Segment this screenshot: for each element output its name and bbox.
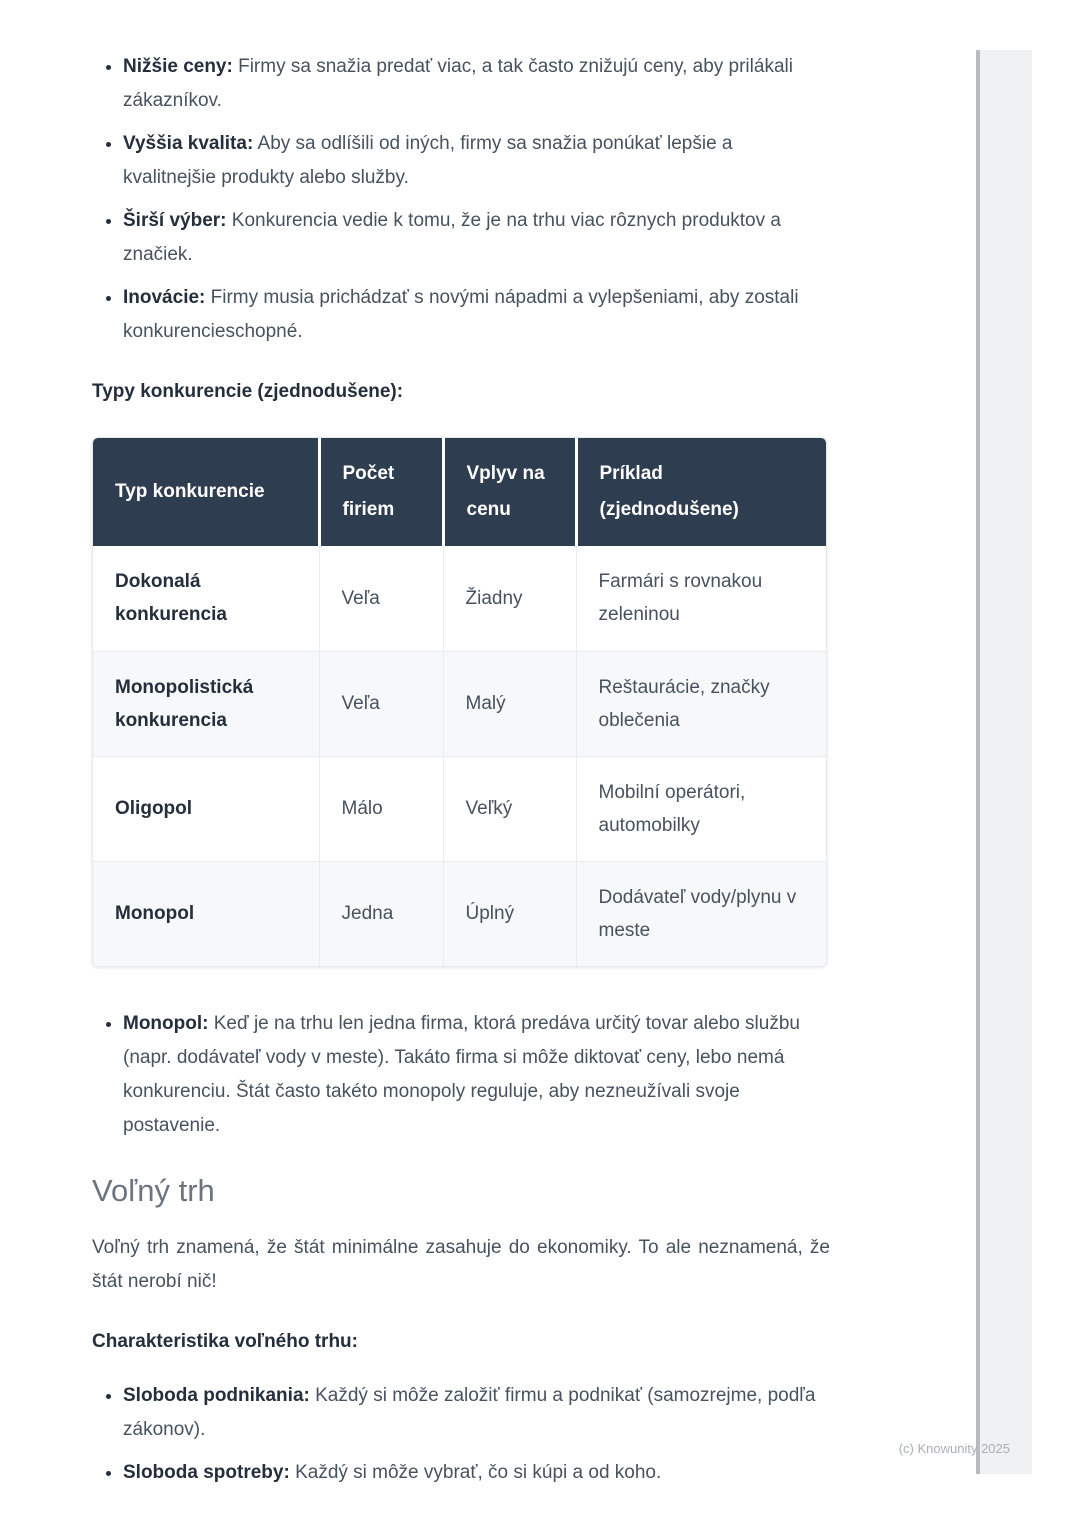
column-header: Vplyv na cenu (443, 438, 576, 546)
column-header: Typ konkurencie (93, 438, 319, 546)
list-item-text: Každý si môže založiť firmu a podnikať (samozrejme, podľa zákonov). (123, 1385, 816, 1440)
list-item (123, 281, 830, 349)
list-item (123, 204, 830, 272)
column-header: Počet firiem (319, 438, 443, 546)
free-market-subheading: Charakteristika voľného trhu: (92, 1331, 358, 1352)
table (93, 438, 826, 966)
page-content (92, 50, 830, 1499)
table-cell: Monopol (93, 861, 319, 966)
page-edge-panel (980, 50, 1032, 1474)
list-item-text: Konkurencia vedie k tomu, že je na trhu viac rôznych produktov a značiek. (123, 210, 781, 265)
table-row (93, 651, 826, 756)
table-cell: Úplný (443, 861, 576, 966)
list-item-label: Monopol: (123, 1013, 209, 1034)
table-row (93, 756, 826, 861)
monopol-note-list (92, 1007, 830, 1143)
list-item (123, 127, 830, 195)
table-cell: Monopolistická konkurencia (93, 651, 319, 756)
competition-benefits-list (92, 50, 830, 349)
list-item-label: Inovácie: (123, 287, 206, 308)
page-edge-strip (976, 50, 980, 1474)
free-market-heading: Voľný trh (92, 1173, 215, 1208)
free-market-paragraph: Voľný trh znamená, že štát minimálne zasahuje do ekonomiky. To ale neznamená, že štát nerobí nič! (92, 1237, 830, 1292)
copyright-note: (c) Knowunity 2025 (898, 1441, 1010, 1456)
list-item-text: Firmy sa snažia predať viac, a tak často znižujú ceny, aby prilákali zákazníkov. (123, 56, 793, 111)
table-cell: Farmári s rovnakou zeleninou (576, 546, 826, 651)
table-cell: Veľký (443, 756, 576, 861)
free-market-list (92, 1379, 830, 1490)
table-row (93, 861, 826, 966)
table-cell: Dokonalá konkurencia (93, 546, 319, 651)
list-item-text: Keď je na trhu len jedna firma, ktorá predáva určitý tovar alebo službu (napr. dodávateľ vody v meste). Takáto firma si môže diktovať ceny, lebo nemá konkurenciu. Štát často takéto monopoly reguluje, aby nezneužívali svoje postavenie. (123, 1013, 800, 1136)
table-cell: Malý (443, 651, 576, 756)
list-item-text: Každý si môže vybrať, čo si kúpi a od koho. (295, 1462, 662, 1483)
list-item-label: Širší výber: (123, 210, 227, 231)
list-item (123, 50, 830, 118)
column-header: Príklad (zjednodušene) (576, 438, 826, 546)
table-header-row (93, 438, 826, 546)
list-item-label: Sloboda spotreby: (123, 1462, 290, 1483)
table-cell: Veľa (319, 651, 443, 756)
list-item-text: Firmy musia prichádzať s novými nápadmi a vylepšeniami, aby zostali konkurencieschopné. (123, 287, 799, 342)
table-cell: Málo (319, 756, 443, 861)
table-section-heading: Typy konkurencie (zjednodušene): (92, 381, 404, 402)
table-cell: Reštaurácie, značky oblečenia (576, 651, 826, 756)
list-item-label: Nižšie ceny: (123, 56, 233, 77)
list-item-text: Aby sa odlíšili od iných, firmy sa snažia ponúkať lepšie a kvalitnejšie produkty alebo služby. (123, 133, 733, 188)
table-cell: Jedna (319, 861, 443, 966)
list-item-label: Vyššia kvalita: (123, 133, 254, 154)
table-cell: Žiadny (443, 546, 576, 651)
table-row (93, 546, 826, 651)
table-cell: Mobilní operátori, automobilky (576, 756, 826, 861)
table-cell: Veľa (319, 546, 443, 651)
list-item (123, 1456, 830, 1490)
list-item-label: Sloboda podnikania: (123, 1385, 310, 1406)
table-cell: Oligopol (93, 756, 319, 861)
table-cell: Dodávateľ vody/plynu v meste (576, 861, 826, 966)
competition-types-table (92, 437, 827, 967)
list-item (123, 1007, 830, 1143)
list-item (123, 1379, 830, 1447)
